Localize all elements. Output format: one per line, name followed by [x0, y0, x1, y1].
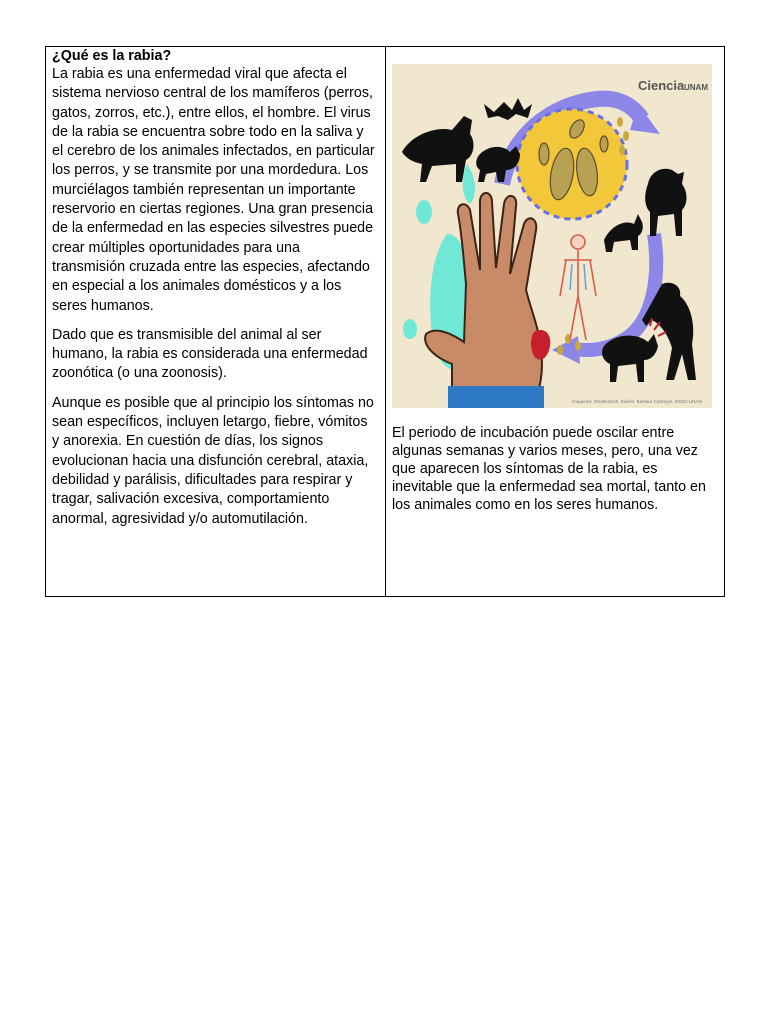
paragraph-definition: La rabia es una enfermedad viral que afecta el sistema nervioso central de los mamíferos (perros, gatos, zorros, etc.), entre ellos, el hombre. El virus de la rabia se encuentra sobre todo en la saliva y el cerebro de los animales infectados, en particular los perros, y se transmite por una mordedura. Los murciélagos también representan un importante reservorio en ciertas regiones. Una gran presencia de la enfermedad en las especies silvestres puede crear múltiples oportunidades para una transmisión cruzada entre las especies, afectando en especial a los animales domésticos y a los seres humanos. — [52, 66, 375, 314]
right-cell — [386, 47, 724, 596]
paragraph-symptoms: Aunque es posible que al principio los síntomas no sean específicos, incluyen letargo, fiebre, vómitos y anorexia. En cuestión de días, los signos evolucionan hacia una disfunción cerebral, ataxia, debilidad y parálisis, dificultades para respirar y tragar, salivación excesiva, comportamiento anormal, agresividad y/o automutilación. — [52, 394, 374, 527]
paragraph-incubation: El periodo de incubación puede oscilar entre algunas semanas y varios meses, pero, una vez que aparecen los síntomas de la rabia, es inevitable que la enfermedad sea mortal, tanto en los animales como en los seres humanos. — [392, 425, 706, 513]
left-cell — [46, 47, 386, 596]
brand-main-text: Ciencia — [638, 78, 685, 93]
paragraph-zoonosis: Dado que es transmisible del animal al ser humano, la rabia es considerada una enfermedad zoonótica (o una zoonosis). — [52, 326, 368, 382]
splash-shape — [403, 319, 417, 339]
section-title: ¿Qué es la rabia? — [52, 48, 172, 64]
rabies-transmission-illustration — [392, 64, 712, 408]
sleeve — [448, 386, 544, 408]
splash-shape — [416, 200, 432, 224]
brand-sub-text: UNAM — [684, 83, 708, 92]
content-table — [45, 46, 725, 597]
image-credit: Imágenes: Shutterstock. Diseño: Barbara Castrejón, DGDC-UNAM — [572, 399, 703, 404]
